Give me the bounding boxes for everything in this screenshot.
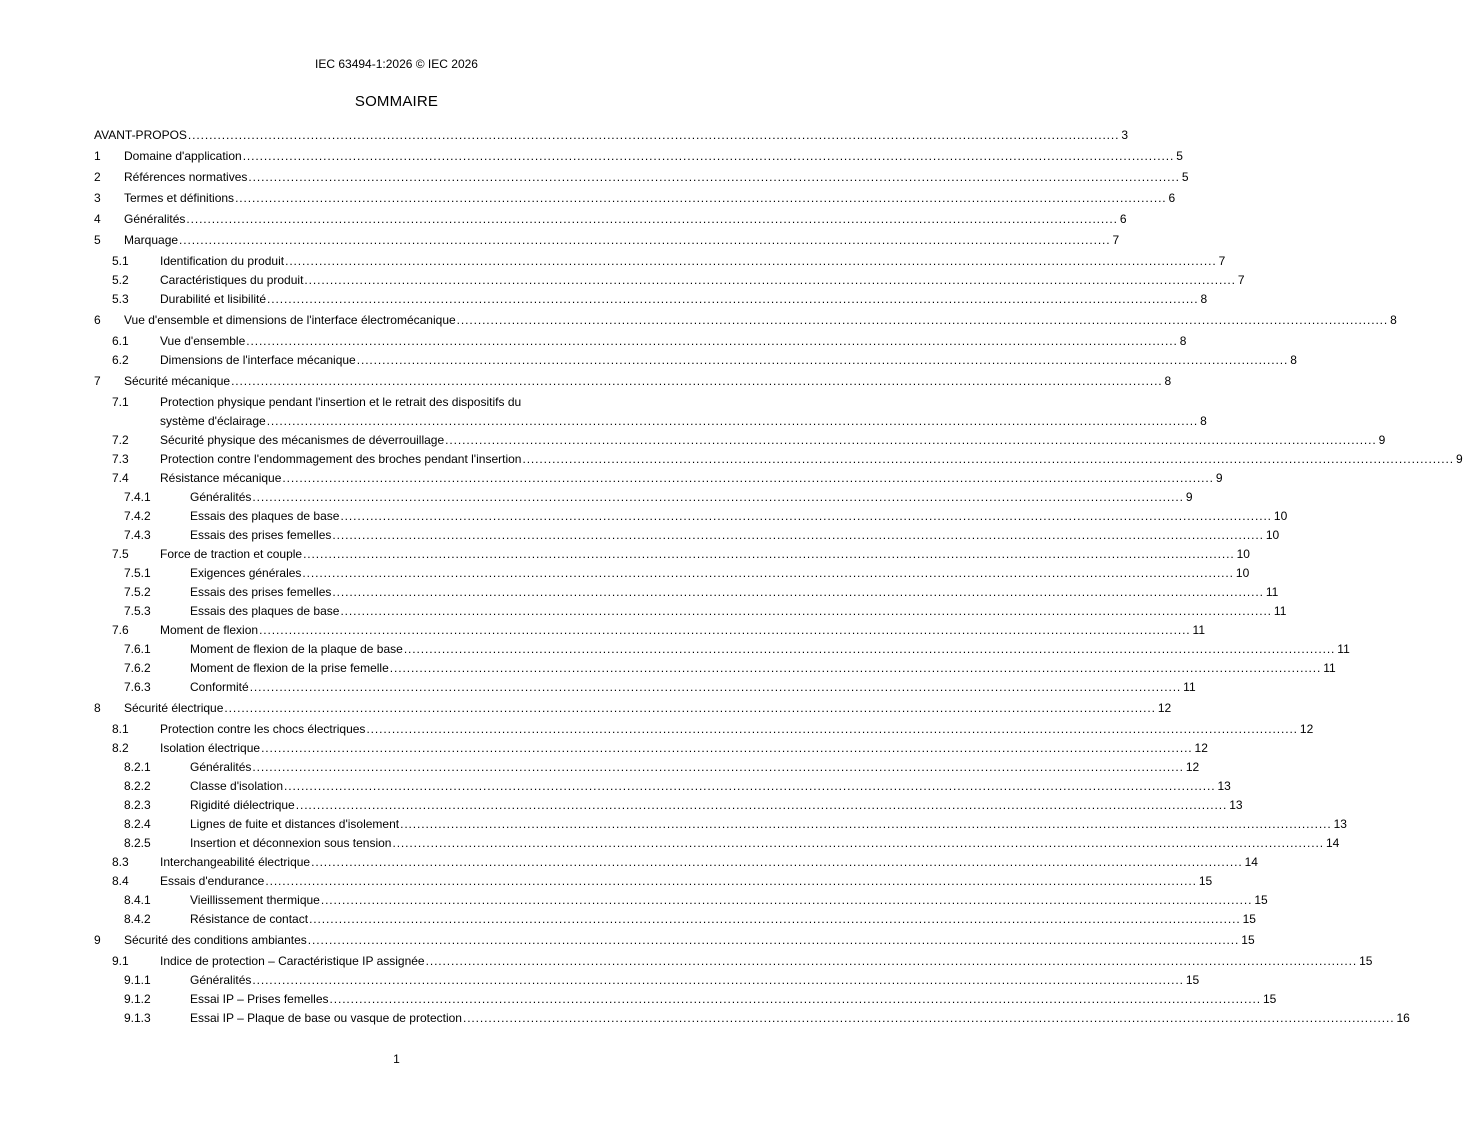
- toc-entry[interactable]: [94, 872, 1213, 891]
- toc-entry-page: 11: [1337, 642, 1350, 656]
- toc-entry-title: Protection contre l'endommagement des broches pendant l'insertion: [160, 452, 522, 466]
- toc-entry-number: 9.1.2: [124, 992, 151, 1006]
- toc-leader-dots: ............................................................................................................................................................................................................................: [179, 233, 1111, 247]
- toc-entry-title: Sécurité physique des mécanismes de déverrouillage: [160, 433, 445, 447]
- toc-entry-title: Durabilité et lisibilité: [160, 292, 267, 306]
- toc-entry-page: 14: [1325, 836, 1340, 850]
- toc-entry-page: 13: [1333, 817, 1347, 831]
- toc-leader-dots: ............................................................................................................................................................................................................................: [522, 452, 1454, 466]
- toc-entry-title: Interchangeabilité électrique: [160, 855, 311, 869]
- toc-entry-page: 15: [1262, 992, 1277, 1006]
- toc-entry[interactable]: [94, 564, 1250, 583]
- toc-entry[interactable]: [94, 231, 1120, 250]
- toc-entry[interactable]: [94, 431, 1386, 450]
- toc-entry-title: Exigences générales: [190, 566, 302, 580]
- toc-entry-number: 8.2.3: [124, 798, 151, 812]
- toc-entry-title: Sécurité électrique: [124, 701, 224, 715]
- toc-entry-title: Vue d'ensemble: [160, 334, 246, 348]
- toc-entry[interactable]: [94, 351, 1297, 370]
- toc-entry-number: 7.4.1: [124, 490, 151, 504]
- toc-entry-number: 4: [94, 212, 101, 226]
- toc-entry-number: 8.2: [112, 741, 129, 755]
- toc-leader-dots: ............................................................................................................................................................................................................................: [246, 334, 1178, 348]
- toc-entry-number: 7.4.2: [124, 509, 151, 523]
- toc-entry-number: 5.2: [112, 273, 129, 287]
- toc-leader-dots: ............................................................................................................................................................................................................................: [267, 292, 1199, 306]
- toc-entry-title: Résistance mécanique: [160, 471, 282, 485]
- toc-entry-title: Indice de protection – Caractéristique IP assignée: [160, 954, 425, 968]
- toc-leader-dots: ............................................................................................................................................................................................................................: [400, 817, 1332, 831]
- toc-entry-page: 11: [1323, 661, 1336, 675]
- toc-entry-number: 7.6.1: [124, 642, 151, 656]
- toc-entry[interactable]: [94, 545, 1250, 564]
- toc-entry-number: 8.3: [112, 855, 129, 869]
- toc-leader-dots: ............................................................................................................................................................................................................................: [320, 893, 1253, 907]
- toc-leader-dots: ............................................................................................................................................................................................................................: [425, 954, 1358, 968]
- toc-entry[interactable]: [94, 507, 1288, 526]
- toc-entry-title: Conformité: [190, 680, 249, 694]
- toc-entry-number: 7: [94, 374, 101, 388]
- toc-leader-dots: ............................................................................................................................................................................................................................: [235, 191, 1167, 205]
- toc-entry-title: Généralités: [124, 212, 186, 226]
- toc-leader-dots: ............................................................................................................................................................................................................................: [248, 170, 1180, 184]
- toc-entry-title: Sécurité mécanique: [124, 374, 231, 388]
- toc-leader-dots: ............................................................................................................................................................................................................................: [304, 273, 1236, 287]
- toc-entry-title: Généralités: [190, 973, 252, 987]
- toc-entry-page: 9: [1378, 433, 1386, 447]
- toc-leader-dots: ............................................................................................................................................................................................................................: [302, 566, 1234, 580]
- toc-entry[interactable]: [94, 678, 1196, 697]
- toc-leader-dots: ............................................................................................................................................................................................................................: [332, 528, 1264, 542]
- toc-entry-page: 7: [1218, 254, 1226, 268]
- toc-entry-page: 13: [1229, 798, 1243, 812]
- toc-entry-page: 8: [1200, 292, 1208, 306]
- toc-leader-dots: ............................................................................................................................................................................................................................: [284, 779, 1216, 793]
- toc-entry[interactable]: [94, 488, 1193, 507]
- toc-entry-page: 11: [1265, 585, 1279, 599]
- toc-entry-number: 7.2: [112, 433, 129, 447]
- toc-entry-page: 10: [1236, 547, 1250, 561]
- toc-entry-title: Dimensions de l'interface mécanique: [160, 353, 356, 367]
- toc-entry-title: Classe d'isolation: [190, 779, 284, 793]
- toc-entry-number: 9: [94, 933, 101, 947]
- toc-entry-page: 15: [1198, 874, 1213, 888]
- toc-entry-number: 5.3: [112, 292, 129, 306]
- toc-entry-number: 8.2.1: [124, 760, 151, 774]
- toc-entry-page: 9: [1185, 490, 1193, 504]
- toc-entry-number: 7.6.2: [124, 661, 151, 675]
- toc-entry[interactable]: [94, 210, 1127, 229]
- toc-entry[interactable]: [94, 147, 1183, 166]
- toc-leader-dots: ............................................................................................................................................................................................................................: [389, 661, 1322, 675]
- toc-entry-number: 7.5.2: [124, 585, 151, 599]
- toc-entry-number: 8.4: [112, 874, 129, 888]
- toc-entry-number: 8.4.1: [124, 893, 151, 907]
- toc-entry-page: 6: [1168, 191, 1176, 205]
- toc-entry[interactable]: [94, 971, 1200, 990]
- toc-entry-title: Lignes de fuite et distances d'isolement: [190, 817, 400, 831]
- toc-entry[interactable]: [94, 720, 1314, 739]
- toc-entry-title: Résistance de contact: [190, 912, 309, 926]
- toc-entry-page: 6: [1119, 212, 1127, 226]
- toc-leader-dots: ............................................................................................................................................................................................................................: [356, 353, 1289, 367]
- toc-entry-number: 3: [94, 191, 101, 205]
- toc-entry-title: Vue d'ensemble et dimensions de l'interface électromécanique: [124, 313, 456, 327]
- toc-leader-dots: ............................................................................................................................................................................................................................: [329, 992, 1261, 1006]
- toc-entry-page: 15: [1185, 973, 1200, 987]
- toc-entry-title: Références normatives: [124, 170, 248, 184]
- toc-entry[interactable]: [94, 739, 1208, 758]
- toc-leader-dots: ............................................................................................................................................................................................................................: [231, 374, 1163, 388]
- toc-leader-dots: ............................................................................................................................................................................................................................: [456, 313, 1389, 327]
- toc-entry-page: 12: [1194, 741, 1208, 755]
- toc-entry[interactable]: [94, 393, 1207, 431]
- toc-entry-number: 9.1: [112, 954, 129, 968]
- toc-entry-page: 12: [1185, 760, 1200, 774]
- toc-entry-number: 7.4.3: [124, 528, 151, 542]
- toc-entry-title: Isolation électrique: [160, 741, 261, 755]
- toc-leader-dots: ............................................................................................................................................................................................................................: [186, 212, 1118, 226]
- toc-entry-number: 9.1.1: [124, 973, 151, 987]
- toc-entry-page: 8: [1164, 374, 1172, 388]
- toc-entry-number: 7.5.3: [124, 604, 151, 618]
- toc-entry-title: Insertion et déconnexion sous tension: [190, 836, 392, 850]
- toc-entry-number: 2: [94, 170, 101, 184]
- toc-entry[interactable]: [94, 659, 1336, 678]
- toc-entry-number: 6.2: [112, 353, 129, 367]
- toc-entry[interactable]: [94, 290, 1208, 309]
- toc-entry[interactable]: [94, 526, 1280, 545]
- toc-entry-page: 7: [1112, 233, 1120, 247]
- toc-entry-page: 15: [1242, 912, 1256, 926]
- toc-entry-number: 7.3: [112, 452, 129, 466]
- toc-leader-dots: ............................................................................................................................................................................................................................: [340, 604, 1272, 618]
- toc-leader-dots: ............................................................................................................................................................................................................................: [252, 760, 1184, 774]
- toc-entry[interactable]: [94, 777, 1231, 796]
- toc-entry-page: 9: [1215, 471, 1223, 485]
- toc-entry[interactable]: [94, 910, 1256, 929]
- toc-entry-page: 11: [1183, 680, 1196, 694]
- toc-entry-page: 5: [1181, 170, 1189, 184]
- toc-entry[interactable]: [94, 372, 1172, 391]
- toc-entry[interactable]: [94, 891, 1268, 910]
- toc-entry-title: Domaine d'application: [124, 149, 242, 163]
- toc-leader-dots: ............................................................................................................................................................................................................................: [265, 874, 1197, 888]
- toc-entry-page: 14: [1244, 855, 1258, 869]
- toc-entry-number: 7.5: [112, 547, 129, 561]
- toc-entry[interactable]: [94, 271, 1245, 290]
- toc-entry[interactable]: [94, 990, 1277, 1009]
- toc-entry-page: 11: [1192, 623, 1206, 637]
- toc-entry-title: Essai IP – Plaque de base ou vasque de protection: [190, 1011, 462, 1025]
- toc-leader-dots: ............................................................................................................................................................................................................................: [259, 623, 1191, 637]
- toc-entry-title: Rigidité diélectrique: [190, 798, 295, 812]
- toc-entry-title: Caractéristiques du produit: [160, 273, 304, 287]
- toc-entry-title: Essai IP – Prises femelles: [190, 992, 329, 1006]
- toc-entry-page: 12: [1299, 722, 1314, 736]
- toc-entry-page: 10: [1273, 509, 1288, 523]
- toc-entry-number: 8.4.2: [124, 912, 151, 926]
- toc-leader-dots: ............................................................................................................................................................................................................................: [224, 701, 1156, 715]
- toc-entry-title: AVANT-PROPOS: [94, 128, 187, 142]
- toc-leader-dots: ............................................................................................................................................................................................................................: [295, 798, 1228, 812]
- toc-entry[interactable]: [94, 853, 1258, 872]
- toc-entry-title: Essais des prises femelles: [190, 585, 332, 599]
- toc-entry[interactable]: [94, 1009, 1410, 1028]
- toc-entry-number: 8: [94, 701, 101, 715]
- toc-entry-title: Essais d'endurance: [160, 874, 265, 888]
- toc-leader-dots: ............................................................................................................................................................................................................................: [445, 433, 1377, 447]
- toc-entry-page: 12: [1157, 701, 1172, 715]
- toc-entry-number: 9.1.3: [124, 1011, 151, 1025]
- toc-entry-page: 13: [1217, 779, 1231, 793]
- toc-entry-title: Généralités: [190, 490, 252, 504]
- toc-entry-title: Vieillissement thermique: [190, 893, 320, 907]
- toc-leader-dots: ............................................................................................................................................................................................................................: [285, 254, 1217, 268]
- toc-entry-page: 9: [1455, 452, 1463, 466]
- toc-entry-number: 7.5.1: [124, 566, 151, 580]
- toc-entry[interactable]: [94, 168, 1189, 187]
- toc-entry-page: 8: [1179, 334, 1187, 348]
- toc-entry-page: 3: [1121, 128, 1129, 142]
- toc-leader-dots: ............................................................................................................................................................................................................................: [249, 680, 1182, 694]
- toc-entry-title: Essais des plaques de base: [190, 604, 340, 618]
- toc-entry[interactable]: [94, 952, 1373, 971]
- toc-entry[interactable]: [94, 189, 1176, 208]
- toc-entry-page: 5: [1176, 149, 1183, 163]
- toc-leader-dots: ............................................................................................................................................................................................................................: [282, 471, 1214, 485]
- toc-entry-number: 8.2.4: [124, 817, 151, 831]
- toc-leader-dots: ............................................................................................................................................................................................................................: [242, 149, 1175, 163]
- toc-leader-dots: ............................................................................................................................................................................................................................: [462, 1011, 1395, 1025]
- toc-entry-title: Moment de flexion de la prise femelle: [190, 661, 389, 675]
- toc-entry-page: 8: [1290, 353, 1297, 367]
- toc-entry-title: Protection contre les chocs électriques: [160, 722, 366, 736]
- toc-entry-page: 15: [1359, 954, 1373, 968]
- toc-entry-title: Moment de flexion: [160, 623, 259, 637]
- toc-entry[interactable]: [94, 450, 1463, 469]
- toc-entry-number: 7.6: [112, 623, 129, 637]
- toc-leader-dots: ............................................................................................................................................................................................................................: [307, 933, 1240, 947]
- toc-entry-number: 5.1: [112, 254, 129, 268]
- toc-entry-page: 15: [1241, 933, 1255, 947]
- toc-entry-page: 8: [1200, 414, 1207, 428]
- toc-entry[interactable]: [94, 252, 1226, 271]
- toc-entry-page: 16: [1396, 1011, 1410, 1025]
- toc-entry-page: 10: [1235, 566, 1250, 580]
- toc-entry[interactable]: [94, 602, 1287, 621]
- toc-leader-dots: ............................................................................................................................................................................................................................: [366, 722, 1298, 736]
- toc-entry[interactable]: [94, 126, 1129, 145]
- toc-entry[interactable]: [94, 931, 1255, 950]
- toc-entry[interactable]: [94, 815, 1347, 834]
- toc-entry[interactable]: [94, 699, 1172, 718]
- toc-entry-number: 8.2.5: [124, 836, 151, 850]
- toc-entry-page: 8: [1390, 313, 1397, 327]
- toc-entry-title: Force de traction et couple: [160, 547, 303, 561]
- toc-entry[interactable]: [94, 583, 1279, 602]
- toc-entry-title: Identification du produit: [160, 254, 285, 268]
- toc-entry-title: Marquage: [124, 233, 179, 247]
- toc-leader-dots: ............................................................................................................................................................................................................................: [340, 509, 1272, 523]
- toc-entry-page: 11: [1273, 604, 1287, 618]
- toc-leader-dots: ............................................................................................................................................................................................................................: [403, 642, 1336, 656]
- toc-entry-title: Essais des plaques de base: [190, 509, 340, 523]
- toc-leader-dots: ............................................................................................................................................................................................................................: [252, 490, 1184, 504]
- toc-entry[interactable]: [94, 834, 1340, 853]
- toc-entry[interactable]: [94, 311, 1397, 330]
- page-number: 1: [393, 1052, 400, 1066]
- toc-entry-title: Généralités: [190, 760, 252, 774]
- toc-entry-number: 7.6.3: [124, 680, 151, 694]
- toc-entry-number: 8.1: [112, 722, 129, 736]
- toc-leader-dots: ............................................................................................................................................................................................................................: [187, 128, 1120, 142]
- toc-entry-number: 8.2.2: [124, 779, 151, 793]
- toc-entry-title: Protection physique pendant l'insertion et le retrait des dispositifs du: [160, 395, 522, 409]
- toc-entry-number: 7.1: [112, 395, 129, 409]
- toc-leader-dots: ............................................................................................................................................................................................................................: [311, 855, 1243, 869]
- toc-entry-page: 7: [1237, 273, 1245, 287]
- toc-entry[interactable]: [94, 796, 1243, 815]
- page-title: SOMMAIRE: [354, 93, 439, 110]
- toc-leader-dots: ............................................................................................................................................................................................................................: [303, 547, 1235, 561]
- toc-leader-dots: ............................................................................................................................................................................................................................: [252, 973, 1184, 987]
- toc-entry-title: Moment de flexion de la plaque de base: [190, 642, 403, 656]
- toc-entry-number: 6.1: [112, 334, 129, 348]
- toc-entry-number: 1: [94, 149, 101, 163]
- toc-leader-dots: ............................................................................................................................................................................................................................: [332, 585, 1264, 599]
- toc-entry[interactable]: [94, 758, 1200, 777]
- toc-leader-dots: ............................................................................................................................................................................................................................: [261, 741, 1193, 755]
- toc-entry-page: 15: [1254, 893, 1268, 907]
- toc-entry-title: Essais des prises femelles: [190, 528, 332, 542]
- toc-entry[interactable]: [94, 621, 1206, 640]
- toc-entry[interactable]: [94, 332, 1187, 351]
- toc-entry-page: 10: [1265, 528, 1280, 542]
- toc-leader-dots: ............................................................................................................................................................................................................................: [266, 414, 1199, 428]
- toc-entry[interactable]: [94, 640, 1350, 659]
- document-header: IEC 63494-1:2026 © IEC 2026: [315, 57, 478, 71]
- toc-entry-number: 5: [94, 233, 101, 247]
- toc-entry[interactable]: [94, 469, 1223, 488]
- toc-entry-title-continued: système d'éclairage: [160, 414, 266, 428]
- toc-entry-title: Sécurité des conditions ambiantes: [124, 933, 307, 947]
- toc-leader-dots: ............................................................................................................................................................................................................................: [309, 912, 1241, 926]
- toc-entry-number: 6: [94, 313, 101, 327]
- toc-leader-dots: ............................................................................................................................................................................................................................: [392, 836, 1324, 850]
- toc-entry-number: 7.4: [112, 471, 129, 485]
- toc-entry-title: Termes et définitions: [124, 191, 235, 205]
